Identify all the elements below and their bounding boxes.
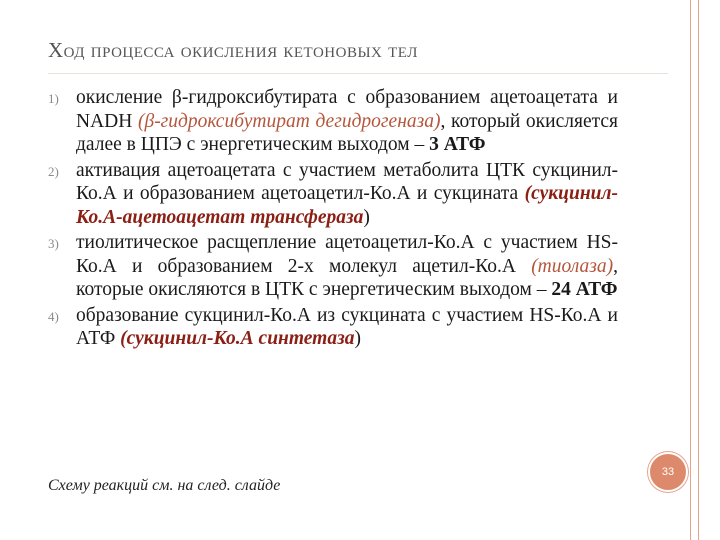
enzyme-name: (сукцинил-Ко.А синтетаза <box>120 328 355 349</box>
item-number: 2) <box>48 163 59 179</box>
process-steps-list <box>48 86 618 353</box>
item-number: 4) <box>48 308 59 324</box>
item-text: окисление β-гидроксибутирата с образованием ацетоацетата и NADH <box>76 87 618 132</box>
item-text: тиолитическое расщепление ацетоацетил-Ко.А с участием HS-Ко.А и образованием 2-х молекул ацетил-Ко.А <box>76 232 618 277</box>
item-text: образование сукцинил-Ко.А из сукцината с участием HS-Ко.А и АТФ <box>76 304 618 349</box>
title-divider <box>48 73 668 74</box>
item-text-cont: , который окисляется далее в ЦПЭ с энергетическим выходом – <box>76 110 618 155</box>
enzyme-name: (сукцинил-Ко.А-ацетоацетат трансфераза <box>76 183 618 228</box>
item-text-cont: , которые окисляются в ЦТК с энергетическим выходом – <box>76 255 618 300</box>
slide-title: Ход процесса окисления кетоновых тел <box>48 38 418 62</box>
list-item <box>48 304 618 351</box>
list-item <box>48 86 618 157</box>
right-frame-line-inner <box>698 0 699 540</box>
energy-yield: 24 АТФ <box>551 279 618 300</box>
item-text-cont: ) <box>363 206 370 228</box>
page-number: 33 <box>661 466 675 478</box>
right-frame-line <box>690 0 691 540</box>
footnote: Схему реакций см. на след. слайде <box>48 477 281 494</box>
page-number-badge <box>648 452 688 492</box>
energy-yield: 3 АТФ <box>429 134 486 155</box>
enzyme-name: (тиолаза) <box>531 255 614 277</box>
list-item <box>48 159 618 230</box>
list-item <box>48 231 618 302</box>
enzyme-name: (β-гидроксибутират дегидрогеназа) <box>137 110 441 132</box>
item-text-cont: ) <box>354 328 361 349</box>
item-text: активация ацетоацетата с участием метаболита ЦТК сукцинил-Ко.А и образованием ацетоацетил-Ко.А и сукцината <box>76 159 618 204</box>
item-number: 1) <box>48 91 59 106</box>
item-number: 3) <box>48 236 59 251</box>
